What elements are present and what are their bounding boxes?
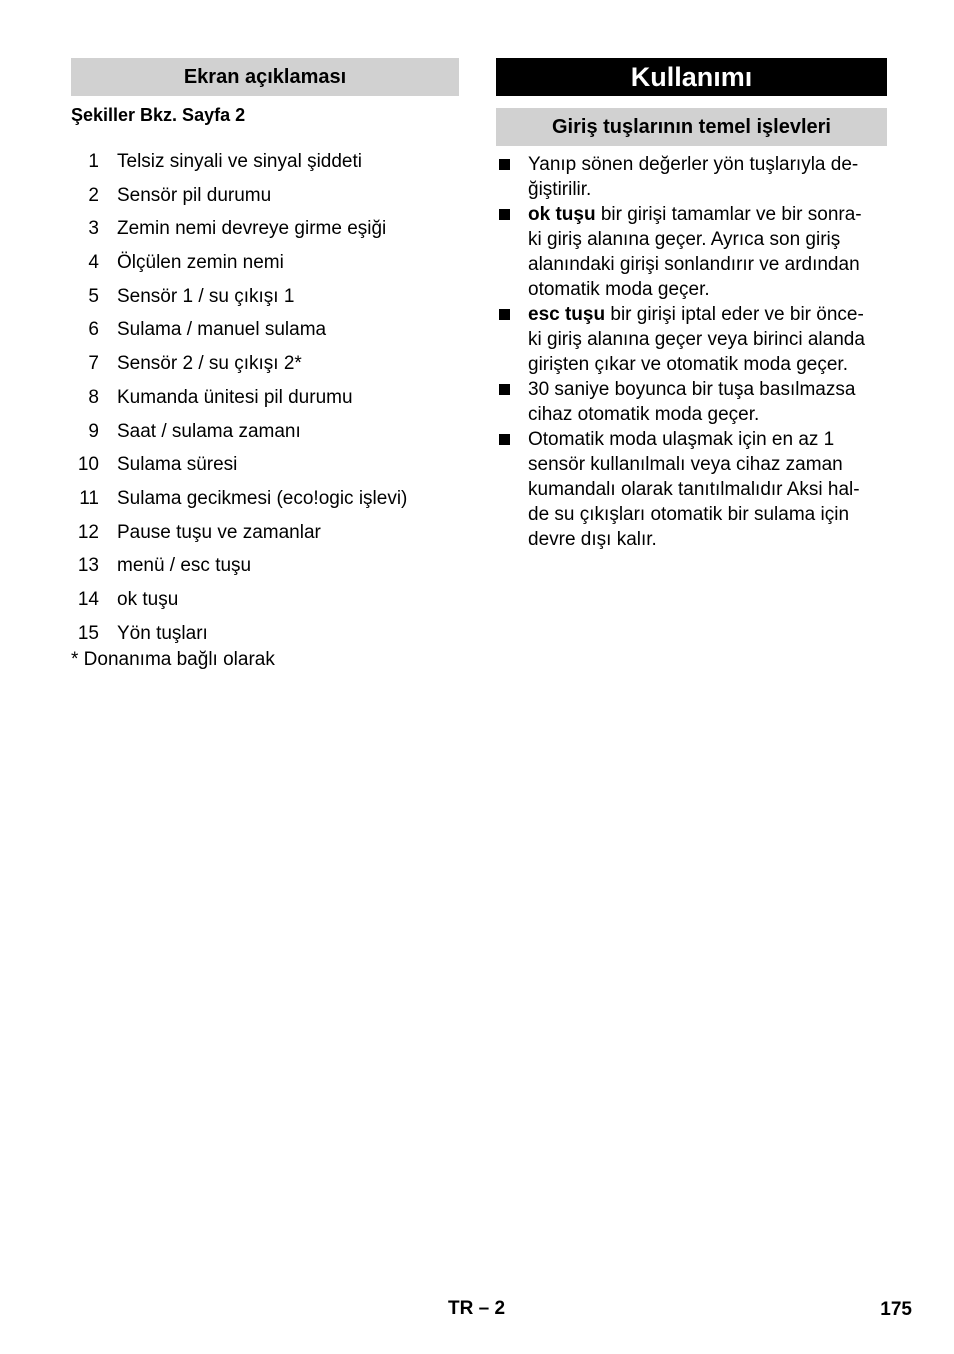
legend-item — [71, 420, 459, 454]
bullet-item — [496, 152, 887, 202]
legend-number: 6 — [88, 319, 99, 341]
bullet-text-line: ki giriş alanına geçer. Ayrıca son giriş — [528, 229, 841, 250]
legend-item — [71, 487, 459, 521]
display-legend-list — [71, 150, 459, 655]
legend-item — [71, 521, 459, 555]
legend-number: 2 — [88, 184, 99, 206]
legend-number: 7 — [88, 353, 99, 375]
bullet-list — [496, 152, 887, 552]
bullet-text-line: ğiştirilir. — [528, 179, 592, 200]
legend-number: 5 — [88, 285, 99, 307]
bullet-text-line: kumandalı olarak tanıtılmalıdır Aksi hal- — [528, 479, 860, 500]
legend-number: 13 — [77, 555, 99, 577]
bullet-text-line: bir girişi tamamlar ve bir sonra- — [595, 204, 862, 225]
bullet-text-line: Otomatik moda ulaşmak için en az 1 — [528, 429, 835, 450]
square-bullet-icon — [499, 384, 510, 395]
legend-item — [71, 318, 459, 352]
bullet-text-line: sensör kullanılmalı veya cihaz zaman — [528, 454, 843, 475]
bullet-text-line: Yanıp sönen değerler yön tuşlarıyla de- — [528, 154, 859, 175]
right-column — [496, 58, 887, 552]
section-heading: Giriş tuşlarının temel işlevleri — [496, 108, 887, 146]
bullet-text-line: alanındaki girişi sonlandırır ve ardından — [528, 254, 860, 275]
bullet-text-line: de su çıkışları otomatik bir sulama için — [528, 504, 850, 525]
legend-text: Pause tuşu ve zamanlar — [117, 521, 321, 543]
bullet-item — [496, 427, 887, 552]
square-bullet-icon — [499, 209, 510, 220]
legend-number: 15 — [77, 622, 99, 644]
bullet-item — [496, 377, 887, 427]
page-number: 175 — [880, 1299, 912, 1320]
legend-item — [71, 554, 459, 588]
bullet-text-line: 30 saniye boyunca bir tuşa basılmazsa — [528, 379, 856, 400]
legend-number: 12 — [77, 521, 99, 543]
square-bullet-icon — [499, 434, 510, 445]
bullet-text-line: devre dışı kalır. — [528, 529, 657, 550]
legend-number: 14 — [77, 588, 99, 610]
legend-text: Sulama süresi — [117, 454, 238, 476]
square-bullet-icon — [499, 159, 510, 170]
legend-item — [71, 352, 459, 386]
legend-number: 9 — [88, 420, 99, 442]
legend-item — [71, 184, 459, 218]
legend-item — [71, 150, 459, 184]
legend-text: Yön tuşları — [117, 622, 208, 644]
legend-text: Ölçülen zemin nemi — [117, 252, 284, 274]
section-heading: Ekran açıklaması — [71, 58, 459, 96]
legend-text: Sensör pil durumu — [117, 184, 272, 206]
bullet-text-line: bir girişi iptal eder ve bir önce- — [605, 304, 864, 325]
figure-reference: Şekiller Bkz. Sayfa 2 — [71, 105, 246, 125]
bullet-item — [496, 302, 887, 377]
legend-item — [71, 588, 459, 622]
footnote: * Donanıma bağlı olarak — [71, 649, 275, 670]
legend-item — [71, 453, 459, 487]
legend-text: Sensör 1 / su çıkışı 1 — [117, 285, 295, 307]
square-bullet-icon — [499, 309, 510, 320]
left-column — [71, 58, 459, 670]
legend-number: 3 — [88, 218, 99, 240]
legend-text: Sensör 2 / su çıkışı 2* — [117, 353, 302, 375]
legend-text: Telsiz sinyali ve sinyal şiddeti — [117, 151, 362, 172]
legend-item — [71, 217, 459, 251]
bullet-key-term: ok tuşu — [528, 204, 596, 225]
legend-item — [71, 386, 459, 420]
footer-language-label: TR – 2 — [448, 1298, 506, 1319]
legend-text: ok tuşu — [117, 588, 179, 610]
bullet-text-line: ki giriş alanına geçer veya birinci alanda — [528, 329, 865, 350]
legend-number: 1 — [88, 151, 99, 172]
bullet-text-line: otomatik moda geçer. — [528, 279, 710, 300]
legend-item — [71, 285, 459, 319]
bullet-item — [496, 202, 887, 302]
legend-text: Kumanda ünitesi pil durumu — [117, 386, 353, 408]
legend-text: Saat / sulama zamanı — [117, 420, 301, 442]
legend-number: 10 — [77, 454, 99, 476]
legend-text: Sulama / manuel sulama — [117, 319, 327, 341]
legend-number: 4 — [88, 252, 99, 274]
legend-text: Sulama gecikmesi (eco!ogic işlevi) — [117, 487, 408, 509]
bullet-text-line: girişten çıkar ve otomatik moda geçer. — [528, 354, 848, 375]
bullet-text-line: cihaz otomatik moda geçer. — [528, 404, 760, 425]
legend-item — [71, 251, 459, 285]
legend-number: 11 — [79, 487, 99, 509]
bullet-key-term: esc tuşu — [528, 304, 606, 325]
legend-text: menü / esc tuşu — [117, 555, 252, 577]
chapter-heading: Kullanımı — [496, 58, 887, 96]
legend-number: 8 — [88, 386, 99, 408]
legend-text: Zemin nemi devreye girme eşiği — [117, 218, 387, 240]
